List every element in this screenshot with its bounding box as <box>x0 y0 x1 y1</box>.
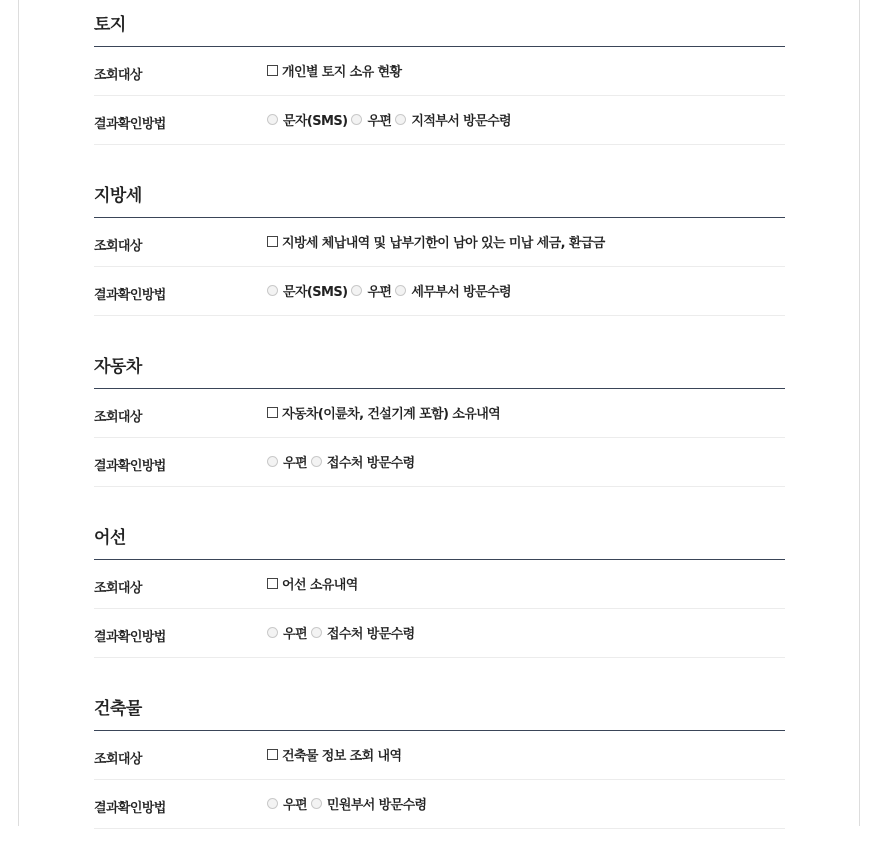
radio-button[interactable] <box>311 456 322 467</box>
method-text: 민원부서 방문수령 <box>326 798 427 813</box>
radio-button[interactable] <box>267 798 278 809</box>
target-option[interactable] <box>267 574 358 593</box>
method-text: 우편 <box>367 114 392 129</box>
section-fishing-boat <box>94 513 785 684</box>
method-label: 결과확인방법 <box>94 459 166 474</box>
radio-button[interactable] <box>311 798 322 809</box>
target-option[interactable] <box>267 61 401 80</box>
method-options <box>267 452 419 471</box>
method-option-visit[interactable] <box>311 452 415 471</box>
section-vehicle <box>94 342 785 513</box>
method-text: 우편 <box>367 285 392 300</box>
method-option-mail[interactable] <box>267 794 307 813</box>
target-text: 개인별 토지 소유 현황 <box>282 65 402 80</box>
method-option-sms[interactable] <box>267 281 347 300</box>
section-title: 자동차 <box>94 342 785 389</box>
method-text: 우편 <box>283 798 307 813</box>
method-option-mail[interactable] <box>351 281 391 300</box>
method-row <box>94 438 785 487</box>
method-text: 세무부서 방문수령 <box>411 285 511 300</box>
checkbox[interactable] <box>267 749 278 760</box>
target-option[interactable] <box>267 403 500 422</box>
method-row <box>94 96 785 145</box>
method-option-sms[interactable] <box>267 110 347 129</box>
section-title: 토지 <box>94 0 785 47</box>
checkbox[interactable] <box>267 65 278 76</box>
target-label: 조회대상 <box>94 752 142 767</box>
target-row <box>94 560 785 609</box>
target-row <box>94 47 785 96</box>
inquiry-form <box>94 0 785 855</box>
method-options <box>267 110 515 129</box>
target-text: 자동차(이륜차, 건설기계 포함) 소유내역 <box>282 407 501 422</box>
method-option-mail[interactable] <box>267 623 307 642</box>
target-row <box>94 218 785 267</box>
method-text: 문자(SMS) <box>283 114 348 129</box>
radio-button[interactable] <box>395 114 406 125</box>
section-building <box>94 684 785 855</box>
radio-button[interactable] <box>395 285 406 296</box>
method-row <box>94 780 785 829</box>
method-text: 지적부서 방문수령 <box>411 114 511 129</box>
radio-button[interactable] <box>267 114 278 125</box>
radio-button[interactable] <box>267 456 278 467</box>
radio-button[interactable] <box>351 114 362 125</box>
target-option[interactable] <box>267 745 401 764</box>
method-label: 결과확인방법 <box>94 117 166 132</box>
method-option-visit[interactable] <box>311 794 427 813</box>
method-label: 결과확인방법 <box>94 288 166 303</box>
method-row <box>94 267 785 316</box>
section-title: 건축물 <box>94 684 785 731</box>
section-title: 지방세 <box>94 171 785 218</box>
method-text: 문자(SMS) <box>283 285 348 300</box>
target-label: 조회대상 <box>94 239 142 254</box>
method-text: 접수처 방문수령 <box>326 627 415 642</box>
target-row <box>94 389 785 438</box>
section-title: 어선 <box>94 513 785 560</box>
target-text: 어선 소유내역 <box>282 578 358 593</box>
target-row <box>94 731 785 780</box>
method-text: 우편 <box>283 456 307 471</box>
method-label: 결과확인방법 <box>94 630 166 645</box>
section-land <box>94 0 785 171</box>
radio-button[interactable] <box>267 627 278 638</box>
method-option-visit[interactable] <box>395 281 511 300</box>
method-options <box>267 281 515 300</box>
radio-button[interactable] <box>267 285 278 296</box>
method-label: 결과확인방법 <box>94 801 166 816</box>
method-text: 접수처 방문수령 <box>326 456 415 471</box>
target-label: 조회대상 <box>94 410 142 425</box>
target-label: 조회대상 <box>94 68 142 83</box>
method-text: 우편 <box>283 627 307 642</box>
method-option-mail[interactable] <box>267 452 307 471</box>
target-text: 건축물 정보 조회 내역 <box>282 749 402 764</box>
radio-button[interactable] <box>351 285 362 296</box>
checkbox[interactable] <box>267 578 278 589</box>
section-local-tax <box>94 171 785 342</box>
target-label: 조회대상 <box>94 581 142 596</box>
method-option-visit[interactable] <box>395 110 511 129</box>
method-option-visit[interactable] <box>311 623 415 642</box>
method-options <box>267 623 419 642</box>
target-option[interactable] <box>267 232 605 251</box>
method-row <box>94 609 785 658</box>
target-text: 지방세 체납내역 및 납부기한이 남아 있는 미납 세금, 환급금 <box>282 236 605 251</box>
checkbox[interactable] <box>267 236 278 247</box>
method-options <box>267 794 431 813</box>
checkbox[interactable] <box>267 407 278 418</box>
method-option-mail[interactable] <box>351 110 391 129</box>
radio-button[interactable] <box>311 627 322 638</box>
